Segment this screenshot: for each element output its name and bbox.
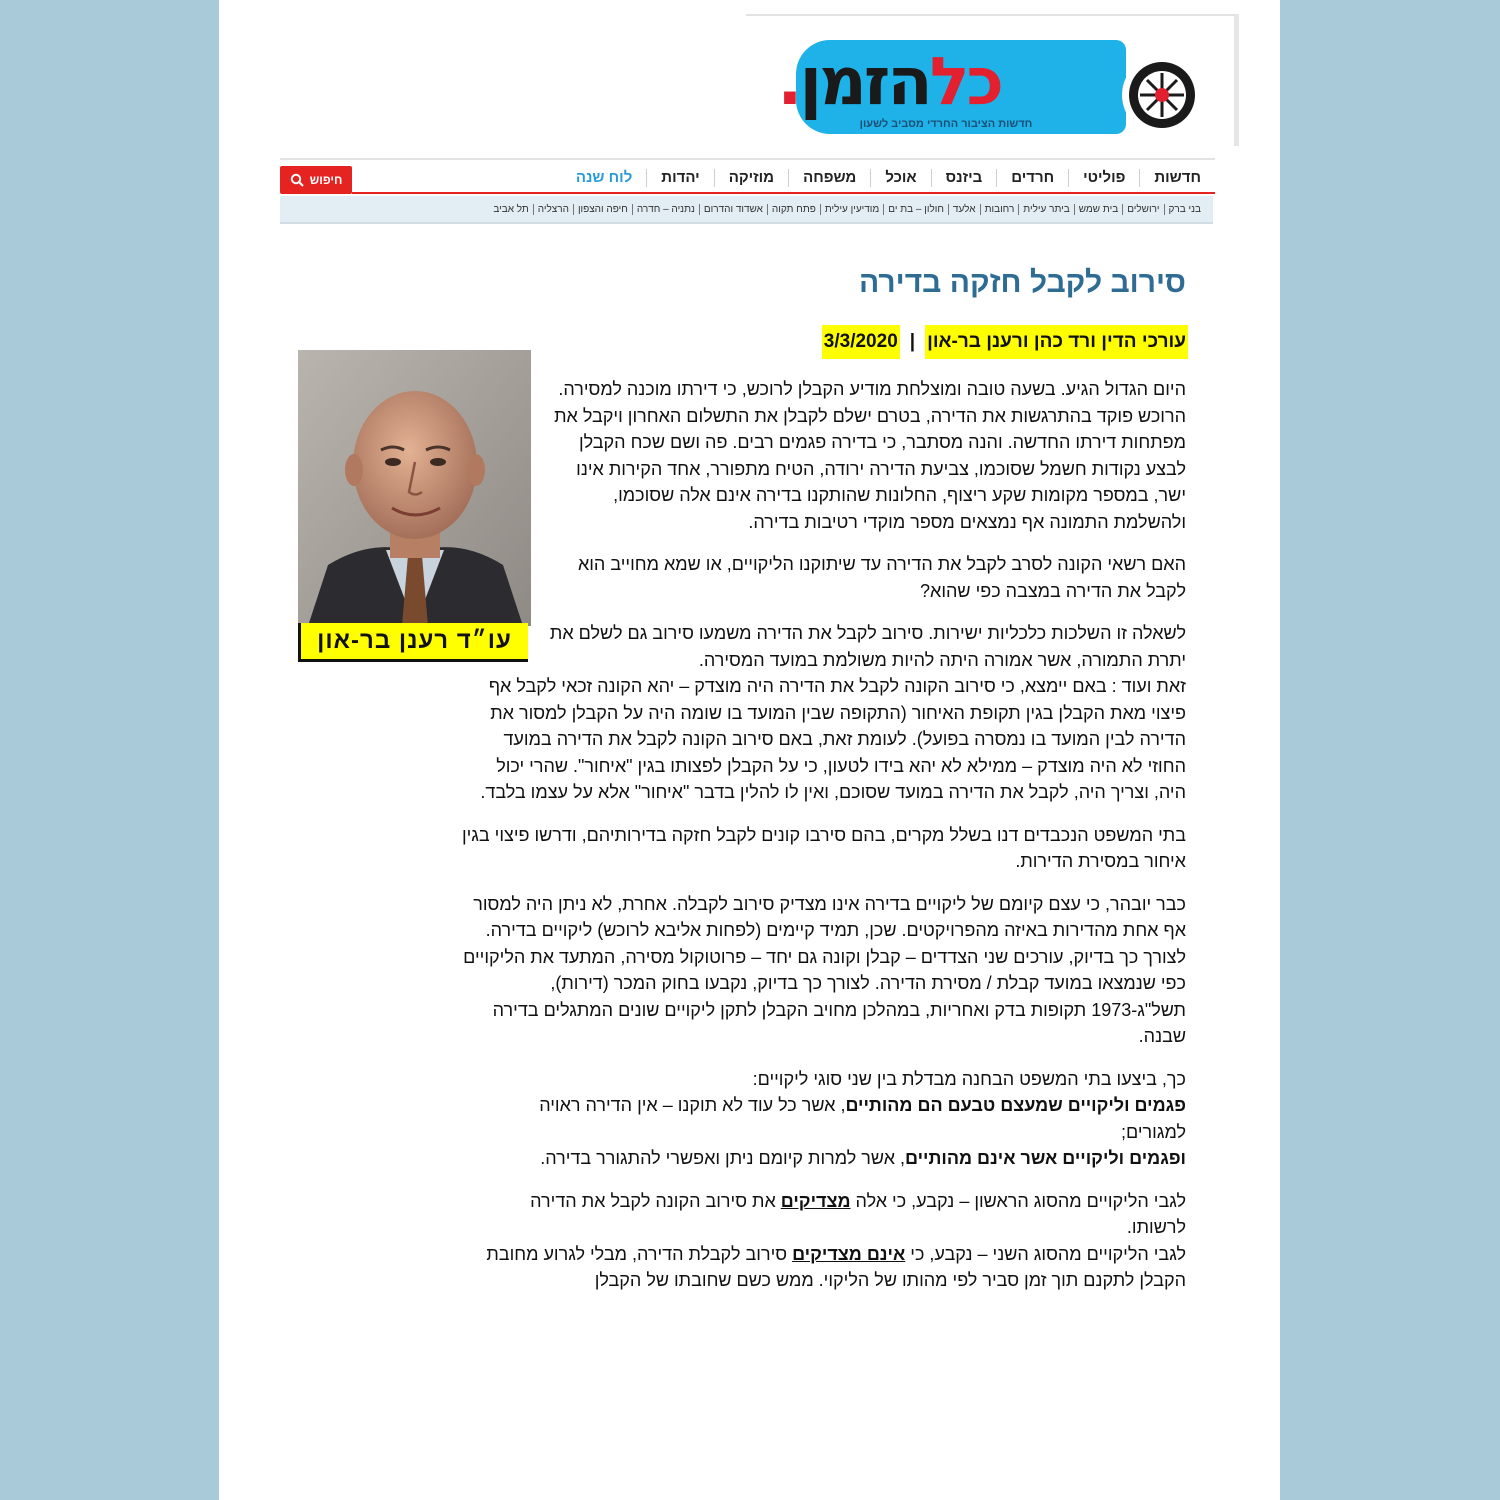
nav-item-haredim[interactable]: חרדים bbox=[996, 169, 1068, 187]
article-paragraph-distinction bbox=[476, 1066, 1186, 1172]
nav-item-judaism[interactable]: יהדות bbox=[646, 169, 713, 187]
nav-item-food[interactable]: אוכל bbox=[870, 169, 930, 187]
logo-part-1: כל bbox=[929, 43, 1001, 120]
article-paragraph: כבר יובהר, כי עצם קיומם של ליקויים בדירה אינו מצדיק סירוב לקבלה. אחרת, לא ניתן היה למסור אף אחת מהדירות באיזה מהפרויקטים. שכן, תמיד קיימים (לפחות אליבא לרוכש) ליקויים בדירה. לצורך כך בדיוק, עורכים שני הצדדים – קבלן וקונה גם יחד – פרוטוקול מסירה, המתעד את הליקויים כפי שנמצאו במועד קבלת / מסירת הדירה. לצורך כך בדיוק, נקבעו בחוק המכר (דירות), תשל"ג-1973 תקופות בדק ואחריות, במהלכן מחויב הקבלן לתקן ליקויים שונים המתגלים בדירה שבנה. bbox=[463, 893, 1186, 1046]
logo-dot: . bbox=[777, 43, 800, 120]
magnifier-icon bbox=[290, 173, 304, 187]
city-link[interactable]: אלעד bbox=[948, 204, 980, 215]
nav-item-news[interactable]: חדשות bbox=[1139, 169, 1215, 187]
distinction-b-rest: , אשר למרות קיומם ניתן ואפשרי להתגורר בדירה. bbox=[540, 1148, 905, 1168]
main-nav bbox=[280, 158, 1215, 196]
site-logo-text bbox=[777, 42, 1001, 122]
site-header bbox=[746, 14, 1239, 146]
article-authors: עורכי הדין ורד כהן ורענן בר-און bbox=[925, 325, 1188, 359]
page bbox=[219, 0, 1280, 1500]
article-paragraph: האם רשאי הקונה לסרב לקבל את הדירה עד שיתוקנו הליקויים, או שמא מחוייב הוא לקבל את הדירה במצבה כפי שהוא? bbox=[577, 554, 1186, 601]
nav-item-calendar[interactable]: לוח שנה bbox=[575, 169, 633, 186]
article-paragraph: לשאלה זו השלכות כלכליות ישירות. סירוב לקבל את הדירה משמעו סירוב גם לשלם את יתרת התמורה, אשר אמורה היתה להיות משולמת במועד המסירה. bbox=[549, 623, 1186, 670]
article-paragraph: בתי המשפט הנכבדים דנו בשלל מקרים, בהם סירבו קונים לקבל חזקה בדירותיהם, ודרשו פיצוי בגין איחור במסירת הדירות. bbox=[461, 824, 1186, 871]
ruling-a-end: את סירוב הקונה לקבל את הדירה לרשותו. bbox=[530, 1190, 1186, 1237]
byline-separator: | bbox=[909, 331, 916, 352]
nav-item-politics[interactable]: פוליטי bbox=[1068, 169, 1139, 187]
logo-part-2: הזמן bbox=[799, 43, 930, 120]
city-link[interactable]: הרצליה bbox=[533, 204, 573, 215]
city-link[interactable]: רחובות bbox=[980, 204, 1019, 215]
city-link[interactable]: בית שמש bbox=[1074, 204, 1122, 215]
article-date: 3/3/2020 bbox=[822, 325, 900, 359]
article-paragraph: זאת ועוד : באם יימצא, כי סירוב הקונה לקבל את הדירה היה מוצדק – יהא הקונה זכאי לקבל אף פיצוי מאת הקבלן בגין תקופת האיחור (התקופה שבין המועד בו שומה היה על הקבלן למסור את הדירה לבין המועד בו נמסרה בפועל). לעומת זאת, באם סירוב הקונה לקבל את הדירה במועד החוזי לא היה מוצדק – ממילא לא יהא בידו לטעון, כי על הקבלן לפצותו בגין "איחור". שהרי יכול היה, וצריך היה, לקבל את הדירה במועד שסוכם, ואין לו להלין בדבר "איחור" אלא על עצמו בלבד. bbox=[480, 676, 1186, 802]
distinction-intro: כך, ביצעו בתי המשפט הבחנה מבדלת בין שני סוגי ליקויים: bbox=[752, 1068, 1186, 1089]
article-paragraph-ruling-a bbox=[496, 1188, 1186, 1241]
search-button[interactable] bbox=[280, 166, 352, 194]
city-link[interactable]: פתח תקוה bbox=[767, 204, 820, 215]
wheel-icon bbox=[1121, 54, 1203, 136]
city-link[interactable]: תל אביב bbox=[493, 203, 529, 215]
distinction-b-bold: ופגמים וליקויים אשר אינם מהותיים bbox=[905, 1148, 1186, 1168]
ruling-b-underlined: אינם מצדיקים bbox=[792, 1243, 906, 1264]
photo-caption: עו״ד רענן בר-און bbox=[298, 623, 528, 662]
ruling-b-end: סירוב לקבלת הדירה, מבלי לגרוע מחובת הקבלן לתקנם תוך זמן סביר לפי מהותו של הליקוי. ממש כשם שחובתו של הקבלן bbox=[486, 1243, 1186, 1290]
ruling-b-text: לגבי הליקויים מהסוג השני – נקבע, כי bbox=[905, 1243, 1186, 1264]
article-title: סירוב לקבל חזקה בדירה bbox=[858, 266, 1186, 299]
distinction-a-bold: פגמים וליקויים שמעצם טבעם הם מהותיים bbox=[845, 1095, 1186, 1115]
nav-item-family[interactable]: משפחה bbox=[788, 169, 870, 187]
city-nav bbox=[280, 196, 1213, 224]
distinction-a-rest: , אשר כל עוד לא תוקנו – אין הדירה ראויה למגורים; bbox=[539, 1095, 1186, 1142]
city-link[interactable]: חולון – בת ים bbox=[883, 204, 948, 215]
city-link[interactable]: מודיעין עילית bbox=[820, 204, 883, 215]
article-paragraph: היום הגדול הגיע. בשעה טובה ומוצלחת מודיע הקבלן לרוכש, כי דירתו מוכנה למסירה. הרוכש פוקד בהתרגשות את הדירה, בטרם ישלם לקבלן את התשלום האחרון ויקבל את מפתחות דירתו החדשה. והנה מסתבר, כי בדירה פגמים רבים. פה ושם שכח הקבלן לבצע נקודות חשמל שסוכמו, צביעת הדירה ירודה, הטיח מתפורר, אחד הקירות אינו ישר, במספר מקומות שקע ריצוף, החלונות שהותקנו בדירה אינם אלה שסוכמו, ולהשלמת התמונה אף נמצאים מספר מוקדי רטיבות בדירה. bbox=[554, 379, 1186, 532]
city-link[interactable]: אשדוד והדרום bbox=[699, 204, 767, 215]
ruling-a-underlined: מצדיקים bbox=[780, 1190, 851, 1211]
article-byline bbox=[822, 322, 1188, 362]
nav-item-business[interactable]: ביזנס bbox=[931, 169, 997, 187]
nav-item-music[interactable]: מוזיקה bbox=[714, 169, 788, 187]
article-body bbox=[451, 376, 1186, 1310]
ruling-a-text: לגבי הליקויים מהסוג הראשון – נקבע, כי אלה bbox=[850, 1190, 1186, 1211]
search-label: חיפוש bbox=[309, 173, 343, 187]
nav-underline bbox=[352, 192, 1215, 194]
city-link[interactable]: ביתר עילית bbox=[1018, 204, 1073, 215]
city-link[interactable]: חיפה והצפון bbox=[573, 204, 632, 215]
city-link[interactable]: ירושלים bbox=[1122, 204, 1163, 215]
city-link[interactable]: בני ברק bbox=[1164, 204, 1205, 215]
city-link[interactable]: נתניה – חדרה bbox=[632, 204, 699, 215]
site-tagline: חדשות הציבור החרדי מסביב לשעון bbox=[859, 118, 1033, 130]
article-paragraph-ruling-b bbox=[461, 1241, 1186, 1294]
